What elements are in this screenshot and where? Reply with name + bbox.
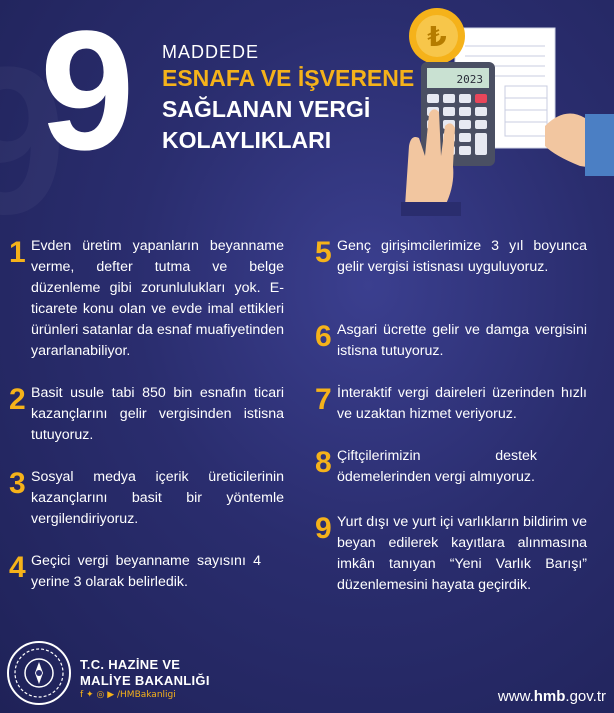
ministry-name-line-2: MALİYE BAKANLIĞI — [80, 673, 210, 688]
instagram-icon[interactable]: ◎ — [96, 690, 105, 700]
social-handle: /HMBakanligi — [117, 690, 176, 700]
calculator-display: 2023 — [456, 73, 483, 86]
list-item — [315, 320, 587, 362]
item-number: 2 — [9, 383, 26, 416]
title-line-1: MADDEDE — [162, 42, 260, 62]
item-number: 8 — [315, 446, 332, 479]
title-block — [162, 42, 414, 154]
item-text: Genç girişimcilerimize 3 yıl boyunca gelir vergisi istisnası uyguluyoruz. — [337, 238, 587, 275]
list-item — [315, 236, 587, 278]
item-number: 4 — [9, 551, 26, 584]
big-number: 9 — [40, 0, 131, 186]
item-text: Sosyal medya içerik üreticilerinin kazançlarını basit bir yöntemle vergilendiriyoruz. — [31, 469, 284, 527]
ministry-emblem-icon — [6, 640, 72, 706]
site-prefix: www. — [497, 688, 534, 705]
facebook-icon[interactable]: f — [80, 690, 84, 700]
item-number: 1 — [9, 236, 26, 269]
list-item — [9, 383, 284, 446]
ministry-name-line-1: T.C. HAZİNE VE — [80, 657, 181, 672]
title-line-3: SAĞLANAN VERGİ — [162, 96, 371, 122]
list-item — [315, 512, 587, 596]
item-text: Geçici vergi beyanname sayısını 4 yerine 3 olarak belirledik. — [31, 553, 261, 590]
item-number: 6 — [315, 320, 332, 353]
site-domain: hmb — [533, 688, 566, 705]
coin-symbol: ₺ — [427, 20, 447, 53]
item-text: Evden üretim yapanların beyanname verme, defter tutma ve belge düzenleme gibi zorunlulukları yok. E-ticarete konu olan ve evde imal ettikleri ürünleri satanlar da esnaf muafiyetinden yararlanabiliyor. — [31, 238, 284, 359]
item-number: 7 — [315, 383, 332, 416]
title-line-4: KOLAYLIKLARI — [162, 127, 332, 153]
website-link[interactable] — [498, 688, 606, 705]
list-item — [9, 551, 261, 593]
site-suffix: .gov.tr — [565, 688, 606, 705]
item-text: Çiftçilerimizin destek ödemelerinden vergi almıyoruz. — [337, 448, 537, 485]
list-item — [315, 383, 587, 425]
social-links[interactable] — [80, 690, 176, 700]
item-number: 5 — [315, 236, 332, 269]
item-number: 9 — [315, 512, 332, 545]
list-item — [9, 467, 284, 530]
item-text: Basit usule tabi 850 bin esnafın ticari kazançlarını gelir vergisinden istisna tutuyoruz. — [31, 385, 284, 443]
item-text: İnteraktif vergi daireleri üzerinden hızlı ve uzaktan hizmet veriyoruz. — [337, 385, 587, 422]
item-text: Yurt dışı ve yurt içi varlıkların bildirim ve beyan edilerek kayıtlara alınmasına imkân tanıyan “Yeni Varlık Barışı” düzenlemesini hayata geçirdik. — [337, 514, 587, 593]
calculator-illustration — [395, 6, 614, 216]
title-line-2: ESNAFA VE İŞVERENE — [162, 65, 415, 91]
ministry-name — [80, 657, 210, 689]
item-text: Asgari ücrette gelir ve damga vergisini istisna tutuyoruz. — [337, 322, 587, 359]
list-item — [315, 446, 537, 488]
list-item — [9, 236, 284, 362]
twitter-icon[interactable]: ✦ — [86, 690, 94, 700]
item-number: 3 — [9, 467, 26, 500]
youtube-icon[interactable]: ▶ — [107, 690, 115, 700]
